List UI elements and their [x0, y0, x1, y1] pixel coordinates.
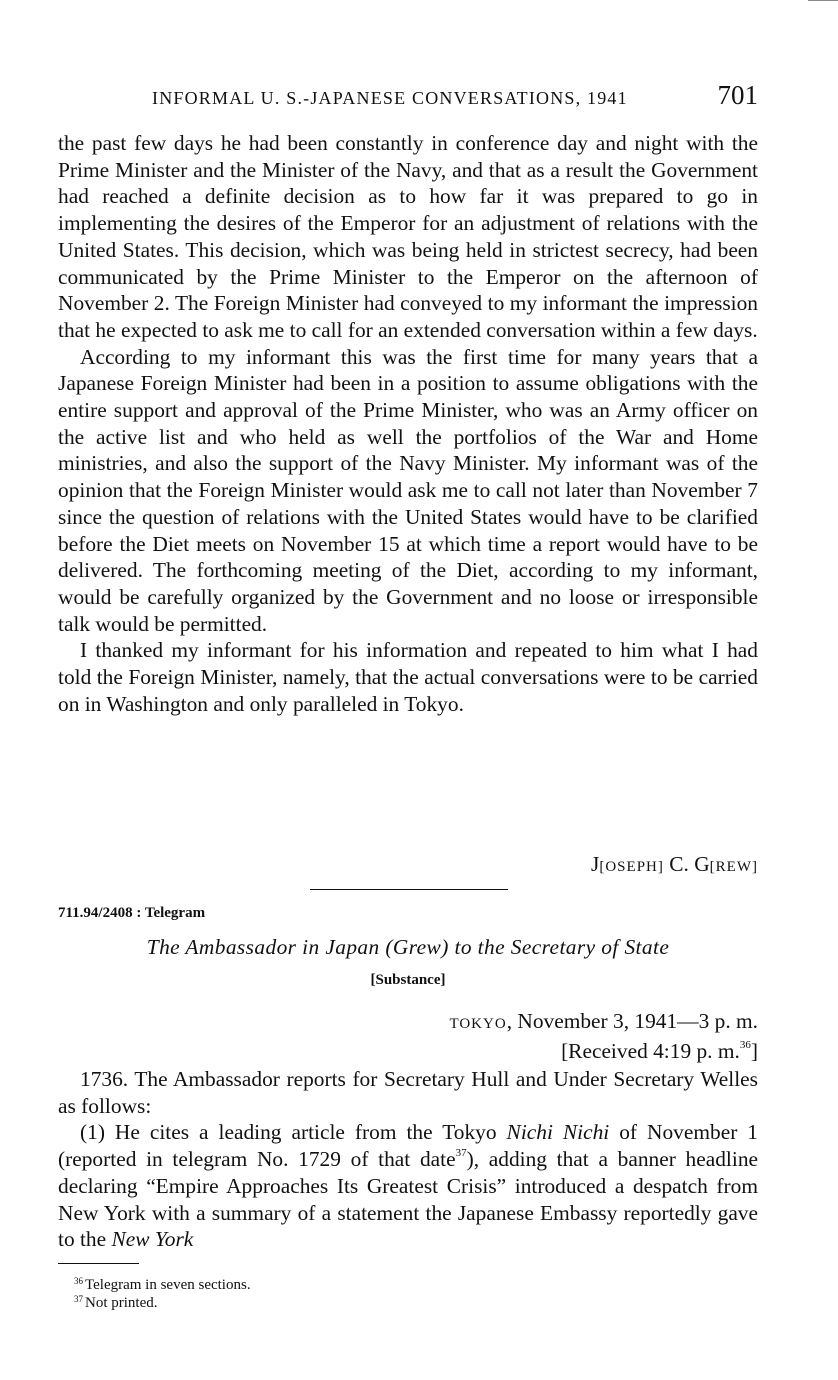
text-run: (1) He cites a leading article from the Tokyo — [80, 1120, 507, 1145]
footnote — [74, 1294, 251, 1312]
dateline — [449, 1008, 758, 1064]
paragraph-continued: the past few days he had been constantly in conference day and night with the Prime Minister and the Minister of the Navy, and that as a result the Government had reached a definite decision as to how far it was prepared to go in implementing the desires of the Emperor for an adjustment of relations with the United States. This decision, which was being held in strictest secrecy, had been communicated by the Prime Minister to the Emperor on the afternoon of November 2. The Foreign Minister had conveyed to my informant the impression that he expected to ask me to call for an extended conversation within a few days. — [58, 131, 758, 342]
footnote-text: Not printed. — [85, 1295, 158, 1311]
signature-first-initial: J — [591, 852, 600, 876]
newspaper-name: New York — [111, 1227, 194, 1252]
telegram-paragraph: 1736. The Ambassador reports for Secretary Hull and Under Secretary Welles as follows: — [58, 1067, 758, 1118]
footnote-mark: 36 — [74, 1276, 83, 1286]
footnote-ref-37: 37 — [455, 1147, 467, 1160]
signature-last-initial: G — [694, 852, 710, 876]
document-title: The Ambassador in Japan (Grew) to the Secretary of State — [146, 935, 670, 959]
page-edge-mark — [808, 0, 838, 1]
paragraph: According to my informant this was the first time for many years that a Japanese Foreign Minister had been in a position to assume obligations with the entire support and approval of the Prime Minister, who was an Army officer on the active list and who held as well the portfolios of the War and Home ministries, and also the support of the Navy Minister. My informant was of the opinion that the Foreign Minister would ask me to call not later than November 7 since the question of relations with the United States would have to be clarified before the Diet meets on November 15 at which time a report would have to be delivered. The forthcoming meeting of the Diet, according to my informant, would be carefully organized by the Government and no loose or irresponsible talk would be permitted. — [58, 344, 758, 636]
running-header — [58, 80, 758, 116]
file-number: 711.94/2408 : Telegram — [58, 905, 206, 921]
signature-last-rest: [REW] — [709, 859, 758, 875]
dateline-date: , November 3, 1941—3 p. m. — [506, 1009, 758, 1033]
dateline-place: TOKYO — [449, 1016, 507, 1032]
footnote-ref-36: 36 — [739, 1038, 751, 1051]
body-text — [58, 130, 758, 717]
document-subtitle: [Substance] — [370, 972, 446, 988]
footnote-mark: 37 — [74, 1294, 83, 1304]
footnotes — [74, 1276, 251, 1312]
received-text: [Received 4:19 p. m. — [561, 1038, 740, 1063]
text-run: of November 1 (reported in telegram No. 1729 of that date — [58, 1120, 758, 1172]
text-run: ), adding that a banner headline declaring “Empire Approaches Its Greatest Crisis” introduced a despatch from New York with a summary of a statement the Japanese Embassy reportedly gave to the — [58, 1147, 759, 1252]
signature-middle: C. — [669, 852, 689, 876]
footnote — [74, 1276, 251, 1294]
paragraph: I thanked my informant for his information and repeated to him what I had told the Foreign Minister, namely, that the actual conversations were to be carried on in Washington and only paralleled in Tokyo. — [58, 638, 758, 716]
running-title: INFORMAL U. S.-JAPANESE CONVERSATIONS, 1941 — [152, 88, 628, 108]
dateline-sent — [449, 1008, 758, 1038]
section-divider — [310, 889, 508, 890]
footnote-text: Telegram in seven sections. — [85, 1277, 251, 1293]
footnote-rule — [58, 1263, 139, 1264]
telegram-paragraph — [58, 1119, 758, 1253]
dateline-received — [449, 1038, 758, 1065]
page-number: 701 — [717, 80, 758, 110]
signature — [591, 852, 758, 877]
telegram-text — [58, 1066, 758, 1253]
received-close: ] — [750, 1038, 758, 1063]
newspaper-name: Nichi Nichi — [506, 1120, 610, 1145]
signature-first-rest: [OSEPH] — [599, 859, 664, 875]
